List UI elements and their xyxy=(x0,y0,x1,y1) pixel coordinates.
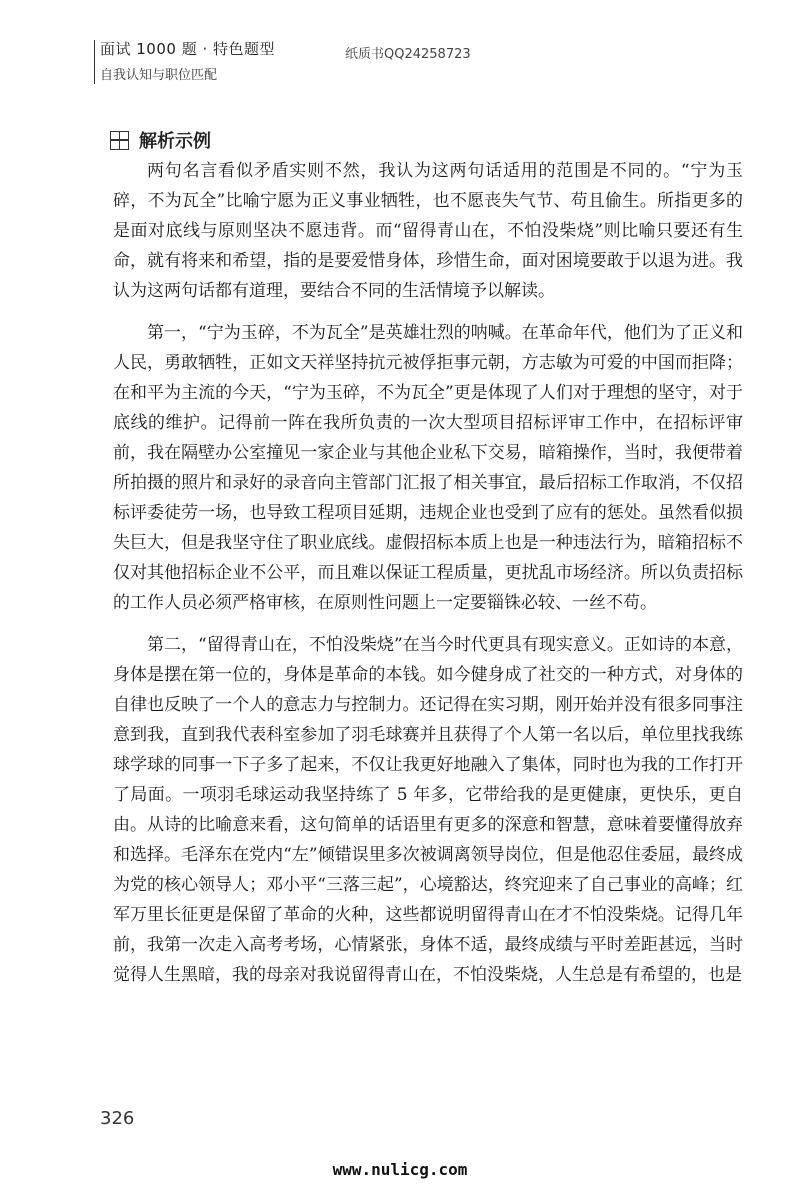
section-grid-icon xyxy=(110,131,129,150)
paragraph-first-point: 第一，“宁为玉碎，不为瓦全”是英雄壮烈的呐喊。在革命年代，他们为了正义和人民，勇敢牺牲，正如文天祥坚持抗元被俘拒事元朝，方志敏为可爱的中国而拒降；在和平为主流的今天，“宁为玉碎，不为瓦全”更是体现了人们对于理想的坚守，对于底线的维护。记得前一阵在我所负责的一次大型项目招标评审工作中，在招标评审前，我在隔壁办公室撞见一家企业与其他企业私下交易，暗箱操作，当时，我便带着所拍摄的照片和录好的录音向主管部门汇报了相关事宜，最后招标工作取消，不仅招标评委徒劳一场，也导致工程项目延期，违规企业也受到了应有的惩处。虽然看似损失巨大，但是我坚守住了职业底线。虚假招标本质上也是一种违法行为，暗箱招标不仅对其他招标企业不公平，而且难以保证工程质量，更扰乱市场经济。所以负责招标的工作人员必须严格审核，在原则性问题上一定要锱铢必较、一丝不苟。 xyxy=(113,323,743,613)
paragraph-intro: 两句名言看似矛盾实则不然，我认为这两句话适用的范围是不同的。“宁为玉碎，不为瓦全”比喻宁愿为正义事业牺牲，也不愿丧失气节、苟且偷生。所指更多的是面对底线与原则坚决不愿违背。而“留得青山在，不怕没柴烧”则比喻只要还有生命，就有将来和希望，指的是要爱惜身体，珍惜生命，面对困境要敢于以退为进。我认为这两句话都有道理，要结合不同的生活情境予以解读。 xyxy=(113,161,743,301)
paragraph-second-point: 第二，“留得青山在，不怕没柴烧”在当今时代更具有现实意义。正如诗的本意，身体是摆在第一位的，身体是革命的本钱。如今健身成了社交的一种方式，对身体的自律也反映了一个人的意志力与控制力。还记得在实习期，刚开始并没有很多同事注意到我，直到我代表科室参加了羽毛球赛并且获得了个人第一名以后，单位里找我练球学球的同事一下子多了起来，不仅让我更好地融入了集体，同时也为我的工作打开了局面。一项羽毛球运动我坚持练了 5 年多，它带给我的是更健康，更快乐，更自由。从诗的比喻意来看，这句简单的话语里有更多的深意和智慧，意味着要懂得放弃和选择。毛泽东在党内“左”倾错误里多次被调离领导岗位，但是他忍住委屈，最终成为党的核心领导人；邓小平“三落三起”，心境豁达，终究迎来了自己事业的高峰；红军万里长征更是保留了革命的火种，这些都说明留得青山在才不怕没柴烧。记得几年前，我第一次走入高考考场，心情紧张，身体不适，最终成绩与平时差距甚远，当时觉得人生黑暗，我的母亲对我说留得青山在，不怕没柴烧，人生总是有希望的，也是 xyxy=(113,635,743,985)
body-text xyxy=(113,156,743,1002)
section-heading xyxy=(110,127,211,153)
header-rule xyxy=(94,40,95,84)
page-number: 326 xyxy=(100,1108,135,1129)
book-subtitle: 自我认知与职位匹配 xyxy=(100,68,218,83)
book-title: 面试 1000 题 · 特色题型 xyxy=(100,40,276,58)
watermark-text: 纸质书QQ24258723 xyxy=(345,47,471,62)
footer-url: www.nulicg.com xyxy=(332,1160,468,1179)
section-title: 解析示例 xyxy=(139,131,211,152)
running-header xyxy=(100,38,275,83)
